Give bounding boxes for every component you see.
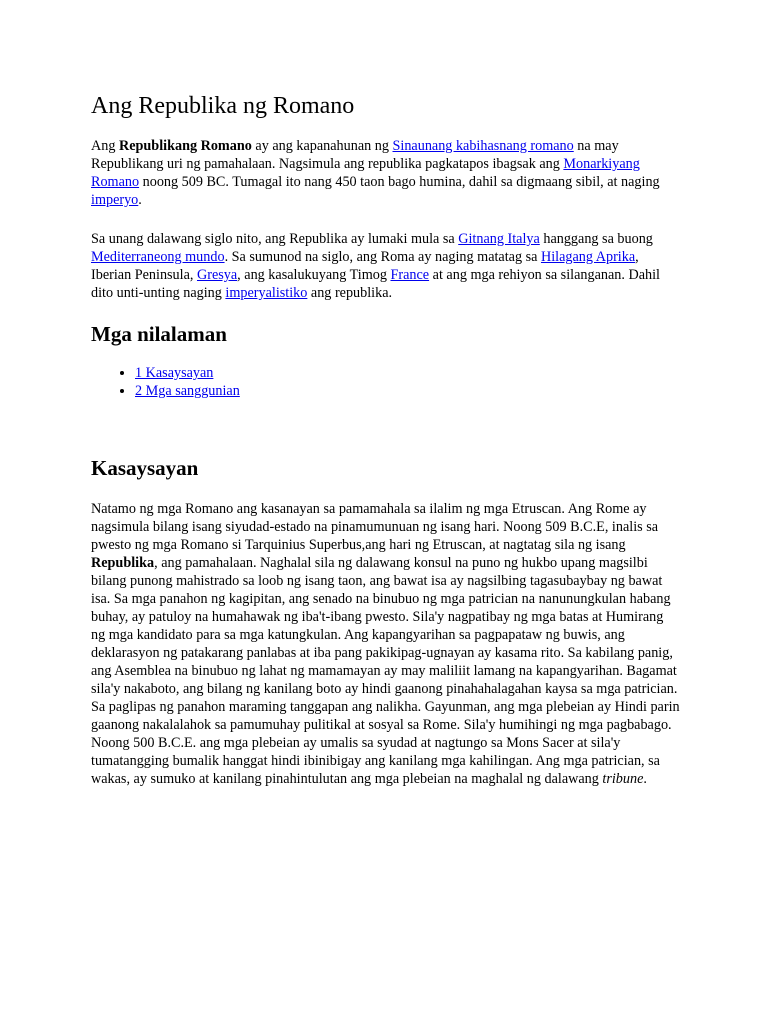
text: hanggang sa buong [539,231,653,247]
link-gitnang-italya[interactable]: Gitnang Italya [458,231,540,247]
text: Natamo ng mga Romano ang kasanayan sa pamamahala sa ilalim ng mga Etruscan. Ang Rome ay nagsimula bilang isang siyudad-estado na pinamumunuan ng isang hari. Noong 509 B.C.E, inalis sa pwesto ng mga Romano si Tarquinius Superbus,ang hari ng Etruscan, at nagtatag sila ng isang [91,501,659,553]
text: Sa unang dalawang siglo nito, ang Republika ay lumaki mula sa [91,231,459,247]
link-hilagang-aprika[interactable]: Hilagang Aprika [540,249,636,265]
link-france[interactable]: France [390,267,430,283]
link-gresya[interactable]: Gresya [196,267,238,283]
text: na may Republikang uri ng pamahalaan. Nagsimula ang republika pagkatapos ibagsak ang [91,138,619,172]
text: . Sa sumunod na siglo, ang Roma ay naging matatag sa [224,249,541,265]
intro-paragraph-2 [91,230,681,302]
italic-term-tribune: tribune [602,771,644,787]
text: , Iberian Peninsula, [91,249,639,283]
text: at ang mga rehiyon sa silanganan. Dahil dito unti-unting naging [91,267,660,301]
toc-heading: Mga nilalaman [91,322,227,346]
text: ay ang kapanahunan ng [251,138,393,154]
table-of-contents [91,364,240,400]
history-paragraph [91,500,681,788]
section-heading-kasaysayan: Kasaysayan [91,456,199,480]
bold-term-republika: Republika [91,555,155,571]
text: noong 509 BC. Tumagal ito nang 450 taon bago humina, dahil sa digmaang sibil, at naging [139,174,660,190]
toc-link-kasaysayan[interactable]: 1 Kasaysayan [135,365,214,381]
link-mediterraneong-mundo[interactable]: Mediterraneong mundo [91,249,225,265]
page-title: Ang Republika ng Romano [91,93,355,119]
toc-item [135,364,240,382]
text: ang republika. [307,285,393,301]
link-imperyalistiko[interactable]: imperyalistiko [225,285,308,301]
text: . [643,771,647,787]
toc-item [135,382,240,400]
link-sinaunang-kabihasnang-romano[interactable]: Sinaunang kabihasnang romano [392,138,574,154]
intro-paragraph-1 [91,137,681,209]
link-monarkiyang-romano[interactable]: Monarkiyang Romano [91,156,640,190]
text: Ang [91,138,119,154]
text: . [138,192,142,208]
text: , ang kasalukuyang Timog [237,267,391,283]
text: , ang pamahalaan. Naghalal sila ng dalawang konsul na puno ng hukbo upang magsilbi bilang punong mahistrado sa loob ng isang taon, ang bawat isa ay nagsilbing tagasubaybay ng bawat isa. Sa mga panahon ng kagipitan, ang senado na binubuo ng mga patrician na nanunungkulan habang buhay, ay patuloy na humahawak ng iba't-ibang pwesto. Sila'y nagpatibay ng mga batas at Humirang ng mga kandidato para sa mga katungkulan. Ang kapangyarihan sa pagpapataw ng buwis, ang deklarasyon ng patakarang panlabas at iba pang pakikipag-ugnayan ay kasama rito. Sa kabilang panig, ang Asemblea na binubuo ng lahat ng mamamayan ay may maliliit lamang na kapangyarihan. Bagamat sila'y nakaboto, ang bilang ng kanilang boto ay hindi gaanong pinahahalagahan kaysa sa mga patrician. Sa paglipas ng panahon maraming tanggapan ang nalikha. Gayunman, ang mga plebeian ay Hindi parin gaanong nakalalahok sa pamumuhay pulitikal at sosyal sa Rome. Sila'y humihingi ng mga pagbabago. Noong 500 B.C.E. ang mga plebeian ay umalis sa syudad at nagtungo sa Mons Sacer at sila'y tumatangging bumalik hanggat hindi ibinibigay ang kanilang mga kahilingan. Ang mga patrician, sa wakas, ay sumuko at kanilang pinahintulutan ang mga plebeian na maghalal ng dalawang [91,555,680,787]
link-imperyo[interactable]: imperyo [91,192,139,208]
toc-link-mga-sanggunian[interactable]: 2 Mga sanggunian [135,383,240,399]
bold-term-republikang-romano: Republikang Romano [118,138,252,154]
